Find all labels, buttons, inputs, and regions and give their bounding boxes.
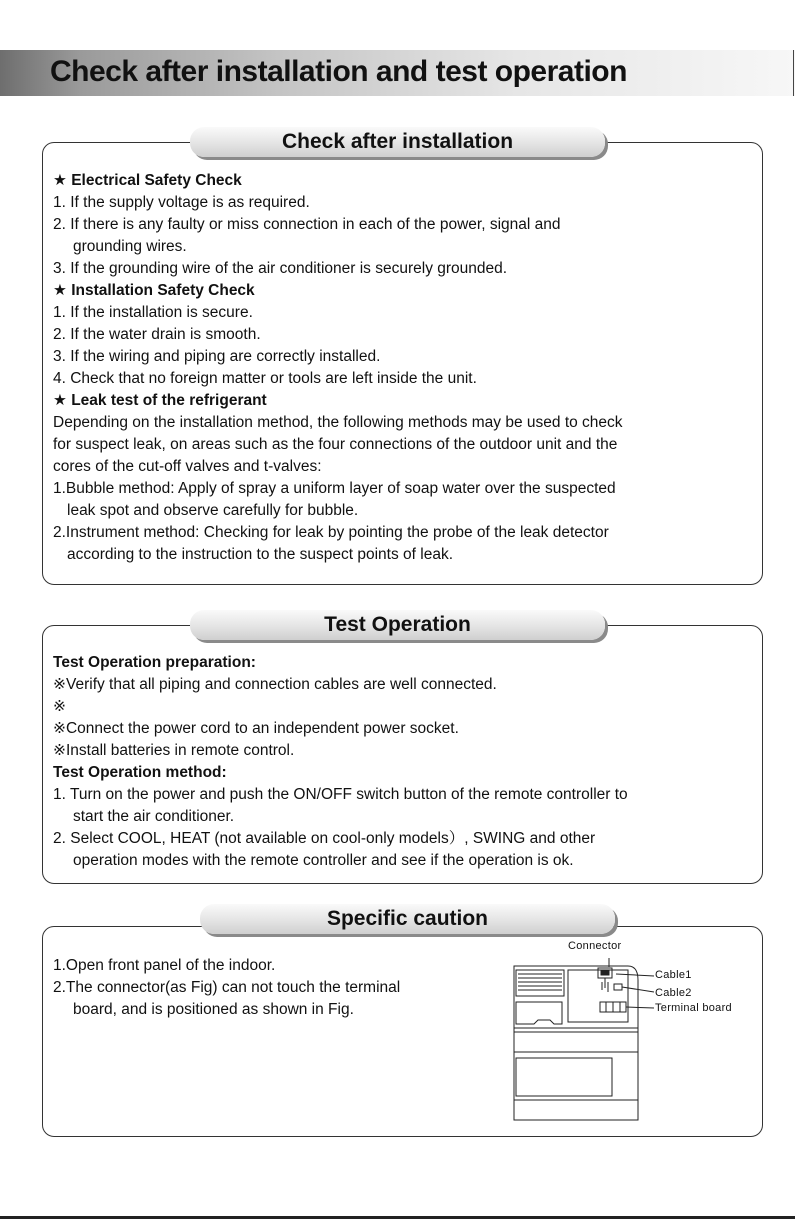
text-line: leak spot and observe carefully for bubble. [67, 502, 359, 519]
text-line: board, and is positioned as shown in Fig. [73, 1001, 354, 1018]
test-operation-heading: Test Operation [190, 610, 605, 640]
text-line: 1. If the installation is secure. [53, 304, 253, 321]
text-line: ※Install batteries in remote control. [53, 742, 295, 759]
header-edge [793, 50, 794, 96]
indoor-unit-diagram [510, 940, 750, 1125]
text-line: ※ [53, 698, 66, 715]
text-line: 2.Instrument method: Checking for leak by pointing the probe of the leak detector [53, 524, 609, 541]
terminal-board-label: Terminal board [655, 1002, 732, 1014]
text-line: 1.Bubble method: Apply of spray a uniform layer of soap water over the suspected [53, 480, 616, 497]
cable2-label: Cable2 [655, 987, 692, 999]
text-line: ★ Installation Safety Check [53, 282, 255, 299]
bottom-rule [0, 1216, 795, 1219]
text-line: ※Verify that all piping and connection cables are well connected. [53, 676, 497, 693]
text-line: ★ Electrical Safety Check [53, 172, 242, 189]
text-line: 4. Check that no foreign matter or tools are left inside the unit. [53, 370, 477, 387]
text-line: 1. Turn on the power and push the ON/OFF switch button of the remote controller to [53, 786, 628, 803]
specific-caution-heading: Specific caution [200, 904, 615, 934]
text-line: Test Operation method: [53, 764, 227, 781]
text-line: start the air conditioner. [73, 808, 235, 825]
connector-label: Connector [568, 940, 622, 952]
check-after-installation-text [53, 170, 623, 566]
specific-caution-text [53, 955, 400, 1021]
text-line: 2.The connector(as Fig) can not touch the terminal [53, 979, 401, 996]
text-line: Test Operation preparation: [53, 654, 256, 671]
text-line: 1.Open front panel of the indoor. [53, 957, 276, 974]
text-line: ★ Leak test of the refrigerant [53, 392, 267, 409]
test-operation-text [53, 652, 628, 872]
text-line: 3. If the wiring and piping are correctly installed. [53, 348, 381, 365]
connector-figure [510, 940, 750, 1125]
cable1-label: Cable1 [655, 969, 692, 981]
text-line: 3. If the grounding wire of the air conditioner is securely grounded. [53, 260, 508, 277]
check-after-installation-heading: Check after installation [190, 127, 605, 157]
text-line: Depending on the installation method, the following methods may be used to check [53, 414, 623, 431]
text-line: operation modes with the remote controller and see if the operation is ok. [73, 852, 574, 869]
text-line: for suspect leak, on areas such as the four connections of the outdoor unit and the [53, 436, 618, 453]
text-line: cores of the cut-off valves and t-valves: [53, 458, 322, 475]
text-line: 1. If the supply voltage is as required. [53, 194, 310, 211]
text-line: according to the instruction to the suspect points of leak. [67, 546, 454, 563]
page-title: Check after installation and test operation [50, 55, 627, 88]
text-line: grounding wires. [73, 238, 187, 255]
text-line: 2. If there is any faulty or miss connection in each of the power, signal and [53, 216, 561, 233]
text-line: ※Connect the power cord to an independent power socket. [53, 720, 459, 737]
text-line: 2. If the water drain is smooth. [53, 326, 261, 343]
text-line: 2. Select COOL, HEAT (not available on cool-only models）, SWING and other [53, 830, 596, 847]
